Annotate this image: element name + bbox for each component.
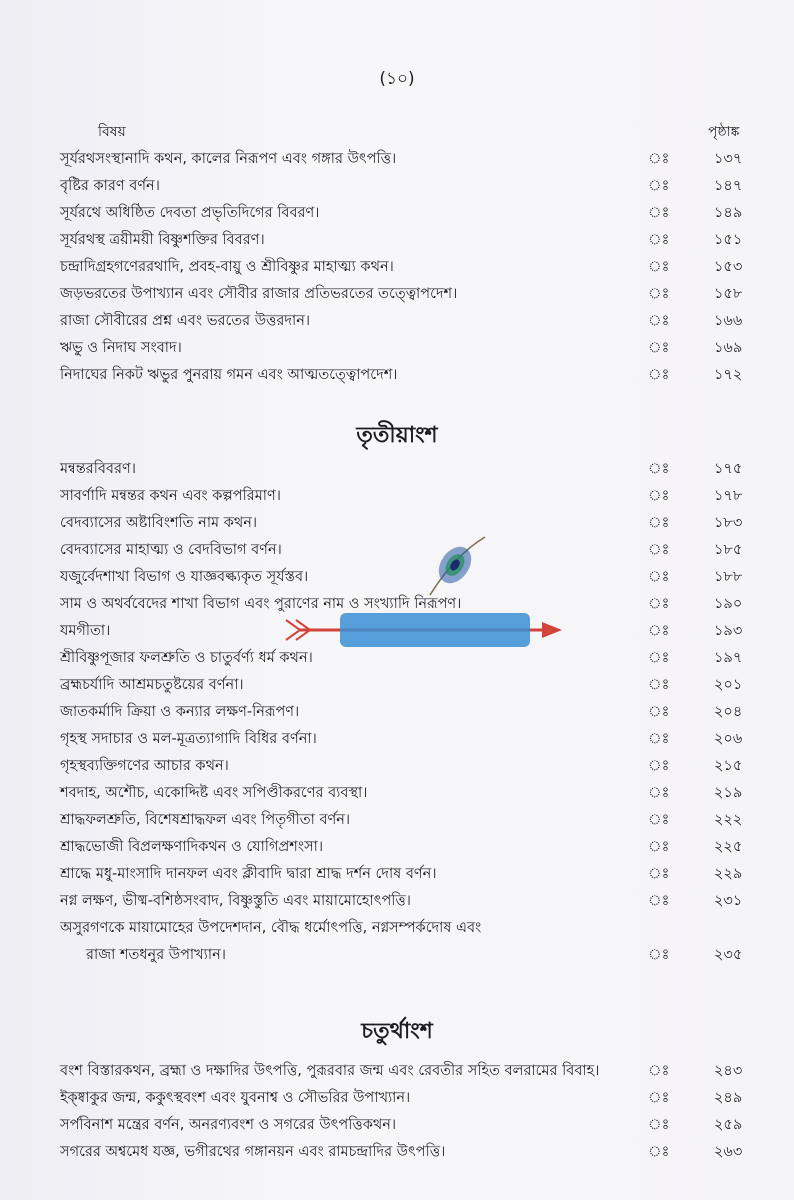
entry-title: রাজা শতধনুর উপাখ্যান।: [86, 947, 226, 963]
entry-title: সূর্যরথসংস্থানাদি কথন, কালের নিরূপণ এবং গঙ্গার উৎপত্তি।: [60, 151, 397, 167]
entry-colon: ঃ: [648, 704, 670, 720]
entry-title: অসুরগণকে মায়ামোহের উপদেশদান, বৌদ্ধ ধর্মোৎপত্তি, নগ্নসম্পর্কদোষ এবং: [60, 920, 482, 936]
entry-colon: ঃ: [648, 1090, 670, 1106]
toc-entry: [0, 780, 794, 807]
toc-entry: [0, 456, 794, 483]
entry-page: ২৩৫: [714, 947, 743, 963]
entry-title: ঋভু ও নিদাঘ সংবাদ।: [60, 340, 182, 356]
entry-colon: ঃ: [648, 866, 670, 882]
entry-title: নগ্ন লক্ষণ, ভীষ্ম-বশিষ্ঠসংবাদ, বিষ্ণুস্তুতি এবং মায়ামোহোৎপত্তি।: [60, 893, 411, 909]
entry-page: ১৮৩: [714, 515, 743, 531]
entry-page: ১৪৯: [714, 205, 743, 221]
entry-title: বেদব্যাসের মাহাত্ম্য ও বেদবিভাগ বর্ণন।: [60, 542, 282, 558]
entry-colon: ঃ: [648, 151, 670, 167]
entry-title: শ্রাদ্ধফলশ্রুতি, বিশেষশ্রাদ্ধফল এবং পিতৃগীতা বর্ণন।: [60, 812, 351, 828]
entry-page: ১৫৮: [714, 286, 743, 302]
entry-page: ২২৯: [714, 866, 743, 882]
toc-entry: [0, 281, 794, 308]
header-subject-label: বিষয়: [98, 124, 126, 140]
entry-page: ১৫৩: [714, 259, 743, 275]
entry-page: ১৬৯: [714, 340, 743, 356]
entry-page: ২১৯: [714, 785, 743, 801]
entry-title: সর্পবিনাশ মন্ত্রের বর্ণন, অনরণ্যবংশ ও সগরের উৎপত্তিকথন।: [60, 1117, 397, 1133]
entry-page: ২০৪: [714, 704, 743, 720]
entry-colon: ঃ: [648, 286, 670, 302]
entry-title: ইক্ষ্বাকুর জন্ম, ককুৎস্থবংশ এবং যুবনাশ্ব ও সৌভরির উপাখ্যান।: [60, 1090, 411, 1106]
toc-entry: [0, 834, 794, 861]
entry-page: ২১৫: [714, 758, 743, 774]
toc-entry: [0, 146, 794, 173]
entry-title: গৃহস্থ সদাচার ও মল-মূত্রত্যাগাদি বিধির বর্ণনা।: [60, 731, 317, 747]
entry-page: ২২২: [714, 812, 743, 828]
toc-entry: [0, 564, 794, 591]
entry-title: নিদাঘের নিকট ঋভুর পুনরায় গমন এবং আত্মতত্ত্বোপদেশ।: [60, 367, 398, 383]
entry-colon: ঃ: [648, 367, 670, 383]
entry-title: শ্রাদ্ধভোজী বিপ্রলক্ষণাদিকথন ও যোগিপ্রশংসা।: [60, 839, 324, 855]
entry-page: ১৯০: [714, 596, 743, 612]
toc-entry: [0, 1085, 794, 1112]
toc-section-third-part: [0, 456, 794, 969]
entry-page: ২৩১: [714, 893, 743, 909]
entry-colon: ঃ: [648, 758, 670, 774]
entry-colon: ঃ: [648, 812, 670, 828]
entry-colon: ঃ: [648, 461, 670, 477]
toc-entry: [0, 861, 794, 888]
entry-title: শবদাহ, অশৌচ, একোদ্দিষ্ট এবং সপিণ্ডীকরণের ব্যবস্থা।: [60, 785, 368, 801]
toc-header: [0, 120, 794, 142]
entry-title: চন্দ্রাদিগ্রহগণেররথাদি, প্রবহ-বায়ু ও শ্রীবিষ্ণুর মাহাত্ম্য কথন।: [60, 259, 394, 275]
entry-title: জাতকর্মাদি ক্রিয়া ও কন্যার লক্ষণ-নিরূপণ।: [60, 704, 300, 720]
entry-title: রাজা সৌবীরের প্রশ্ন এবং ভরতের উত্তরদান।: [60, 313, 311, 329]
entry-page: ১৪৭: [714, 178, 743, 194]
entry-colon: ঃ: [648, 731, 670, 747]
entry-colon: ঃ: [648, 1063, 670, 1079]
entry-title: গৃহস্থব্যক্তিগণের আচার কথন।: [60, 758, 229, 774]
entry-title: যমগীতা।: [60, 623, 111, 639]
toc-section-continued: [0, 146, 794, 389]
entry-title: সগরের অশ্বমেধ যজ্ঞ, ভগীরথের গঙ্গানয়ন এবং রামচন্দ্রাদির উৎপত্তি।: [60, 1144, 446, 1160]
entry-title: শ্রাদ্ধে মধু-মাংসাদি দানফল এবং ক্লীবাদি দ্বারা শ্রাদ্ধ দর্শন দোষ বর্ণন।: [60, 866, 437, 882]
toc-entry: [0, 726, 794, 753]
entry-title: বংশ বিস্তারকথন, ব্রহ্মা ও দক্ষাদির উৎপত্তি, পুরূরবার জন্ম এবং রেবতীর সহিত বলরামের বিবাহ।: [60, 1063, 600, 1079]
entry-colon: ঃ: [648, 178, 670, 194]
entry-title: সূর্যরথে অধিষ্ঠিত দেবতা প্রভৃতিদিগের বিবরণ।: [60, 205, 320, 221]
toc-entry: [0, 807, 794, 834]
entry-page: ২০১: [714, 677, 743, 693]
entry-title: শ্রীবিষ্ণুপূজার ফলশ্রুতি ও চাতুর্বর্ণ্য ধর্ম কথন।: [60, 650, 313, 666]
toc-entry: [0, 942, 794, 969]
entry-title: জড়ভরতের উপাখ্যান এবং সৌবীর রাজার প্রতিভরতের তত্ত্বোপদেশ।: [60, 286, 458, 302]
entry-colon: ঃ: [648, 947, 670, 963]
entry-page: ২৫৯: [714, 1117, 743, 1133]
entry-page: ২৬৩: [714, 1144, 743, 1160]
toc-entry: [0, 173, 794, 200]
entry-colon: ঃ: [648, 839, 670, 855]
toc-entry: [0, 362, 794, 389]
toc-entry: [0, 1058, 794, 1085]
entry-colon: ঃ: [648, 1144, 670, 1160]
entry-page: ১৯৭: [714, 650, 743, 666]
entry-page: ১৭২: [714, 367, 743, 383]
entry-colon: ঃ: [648, 232, 670, 248]
entry-colon: ঃ: [648, 515, 670, 531]
entry-page: ১৩৭: [714, 151, 743, 167]
toc-entry: [0, 645, 794, 672]
entry-page: ১৬৬: [714, 313, 743, 329]
toc-entry: [0, 672, 794, 699]
toc-entry: [0, 200, 794, 227]
entry-title: বৃষ্টির কারণ বর্ণন।: [60, 178, 160, 194]
entry-page: ২২৫: [714, 839, 743, 855]
entry-colon: ঃ: [648, 340, 670, 356]
entry-title: যজুর্বেদশাখা বিভাগ ও যাজ্ঞবল্ক্যকৃত সূর্যস্তব।: [60, 569, 309, 585]
entry-colon: ঃ: [648, 488, 670, 504]
toc-entry: [0, 510, 794, 537]
entry-colon: ঃ: [648, 313, 670, 329]
entry-colon: ঃ: [648, 677, 670, 693]
entry-title: ব্রহ্মচর্যাদি আশ্রমচতুষ্টয়ের বর্ণনা।: [60, 677, 244, 693]
toc-entry: [0, 1139, 794, 1166]
entry-colon: ঃ: [648, 205, 670, 221]
entry-title: মন্বন্তরবিবরণ।: [60, 461, 136, 477]
entry-colon: ঃ: [648, 650, 670, 666]
toc-entry: [0, 227, 794, 254]
toc-entry: [0, 537, 794, 564]
toc-entry: [0, 915, 794, 942]
entry-colon: ঃ: [648, 596, 670, 612]
toc-entry: [0, 753, 794, 780]
toc-entry: [0, 308, 794, 335]
entry-page: ১৭৫: [714, 461, 743, 477]
entry-title: সূর্যরথস্থ ত্রয়ীময়ী বিষ্ণুশক্তির বিবরণ।: [60, 232, 265, 248]
entry-title: বেদব্যাসের অষ্টাবিংশতি নাম কথন।: [60, 515, 258, 531]
entry-page: ২৪৩: [714, 1063, 743, 1079]
entry-page: ১৮৮: [714, 569, 743, 585]
page-number: (১০): [379, 69, 415, 89]
toc-entry: [0, 483, 794, 510]
toc-entry: [0, 591, 794, 618]
entry-title: সাম ও অথর্ববেদের শাখা বিভাগ এবং পুরাণের নাম ও সংখ্যাদি নিরূপণ।: [60, 596, 462, 612]
toc-section-fourth-part: [0, 1058, 794, 1166]
entry-colon: ঃ: [648, 259, 670, 275]
header-page-label: পৃষ্ঠাঙ্ক: [708, 124, 740, 140]
entry-colon: ঃ: [648, 569, 670, 585]
entry-page: ২৪৯: [714, 1090, 743, 1106]
toc-entry: [0, 254, 794, 281]
entry-page: ১৫১: [714, 232, 743, 248]
entry-page: ১৯৩: [714, 623, 743, 639]
entry-colon: ঃ: [648, 1117, 670, 1133]
entry-colon: ঃ: [648, 785, 670, 801]
entry-colon: ঃ: [648, 542, 670, 558]
section-heading: চতুর্থাংশ: [361, 1018, 433, 1044]
toc-entry: [0, 888, 794, 915]
entry-page: ১৮৫: [714, 542, 743, 558]
entry-colon: ঃ: [648, 893, 670, 909]
toc-entry: [0, 618, 794, 645]
entry-page: ১৭৮: [714, 488, 743, 504]
entry-title: সাবর্ণাদি মন্বন্তর কথন এবং কল্পপরিমাণ।: [60, 488, 281, 504]
toc-entry: [0, 1112, 794, 1139]
entry-colon: ঃ: [648, 623, 670, 639]
toc-entry: [0, 699, 794, 726]
section-heading: তৃতীয়াংশ: [356, 422, 438, 448]
entry-page: ২০৬: [714, 731, 743, 747]
toc-entry: [0, 335, 794, 362]
